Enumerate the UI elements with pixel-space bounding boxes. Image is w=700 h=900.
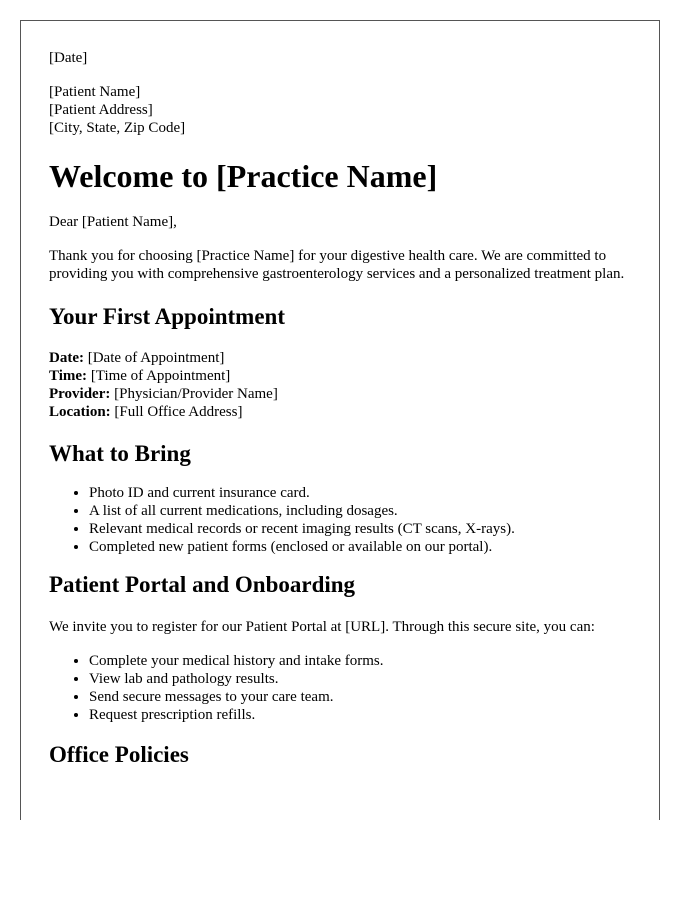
list-item: • Request prescription refills. (89, 706, 631, 724)
patient-portal-list (49, 652, 631, 724)
what-to-bring-list (49, 484, 631, 556)
recipient-city-state-zip: [City, State, Zip Code] (49, 120, 186, 136)
appointment-date-label: Date: (49, 350, 84, 366)
recipient-address (49, 83, 631, 137)
appointment-provider-value: [Physician/Provider Name] (114, 386, 278, 402)
list-item: • Send secure messages to your care team. (89, 688, 631, 706)
appointment-details (49, 349, 631, 421)
list-item: • Complete your medical history and intake forms. (89, 652, 631, 670)
appointment-location-value: [Full Office Address] (114, 404, 243, 420)
appointment-time-value: [Time of Appointment] (90, 368, 231, 384)
recipient-name: [Patient Name] (49, 84, 141, 100)
patient-portal-heading: Patient Portal and Onboarding (49, 572, 356, 597)
appointment-time-row (49, 367, 631, 385)
list-item: • Relevant medical records or recent imaging results (CT scans, X-rays). (89, 520, 631, 538)
salutation: Dear [Patient Name], (49, 214, 177, 230)
list-item: • A list of all current medications, including dosages. (89, 502, 631, 520)
appointment-location-row (49, 403, 631, 421)
what-to-bring-heading: What to Bring (49, 441, 191, 466)
appointment-location-label: Location: (49, 404, 111, 420)
first-appointment-heading: Your First Appointment (49, 304, 285, 329)
list-item: • Completed new patient forms (enclosed or available on our portal). (89, 538, 631, 556)
letter-content (21, 21, 659, 769)
appointment-time-label: Time: (49, 368, 88, 384)
appointment-provider-label: Provider: (49, 386, 111, 402)
office-policies-heading: Office Policies (49, 742, 189, 767)
list-item: • Photo ID and current insurance card. (89, 484, 631, 502)
intro-paragraph: Thank you for choosing [Practice Name] for your digestive health care. We are committed to providing you with comprehensive gastroenterology services and a personalized treatment plan. (49, 248, 625, 282)
appointment-date-row (49, 349, 631, 367)
letter-page (20, 20, 660, 820)
recipient-street-address: [Patient Address] (49, 102, 153, 118)
letter-date: [Date] (49, 50, 88, 66)
letter-title: Welcome to [Practice Name] (49, 158, 438, 194)
appointment-provider-row (49, 385, 631, 403)
list-item: • View lab and pathology results. (89, 670, 631, 688)
patient-portal-intro: We invite you to register for our Patient Portal at [URL]. Through this secure site, you can: (49, 619, 595, 635)
appointment-date-value: [Date of Appointment] (87, 350, 225, 366)
